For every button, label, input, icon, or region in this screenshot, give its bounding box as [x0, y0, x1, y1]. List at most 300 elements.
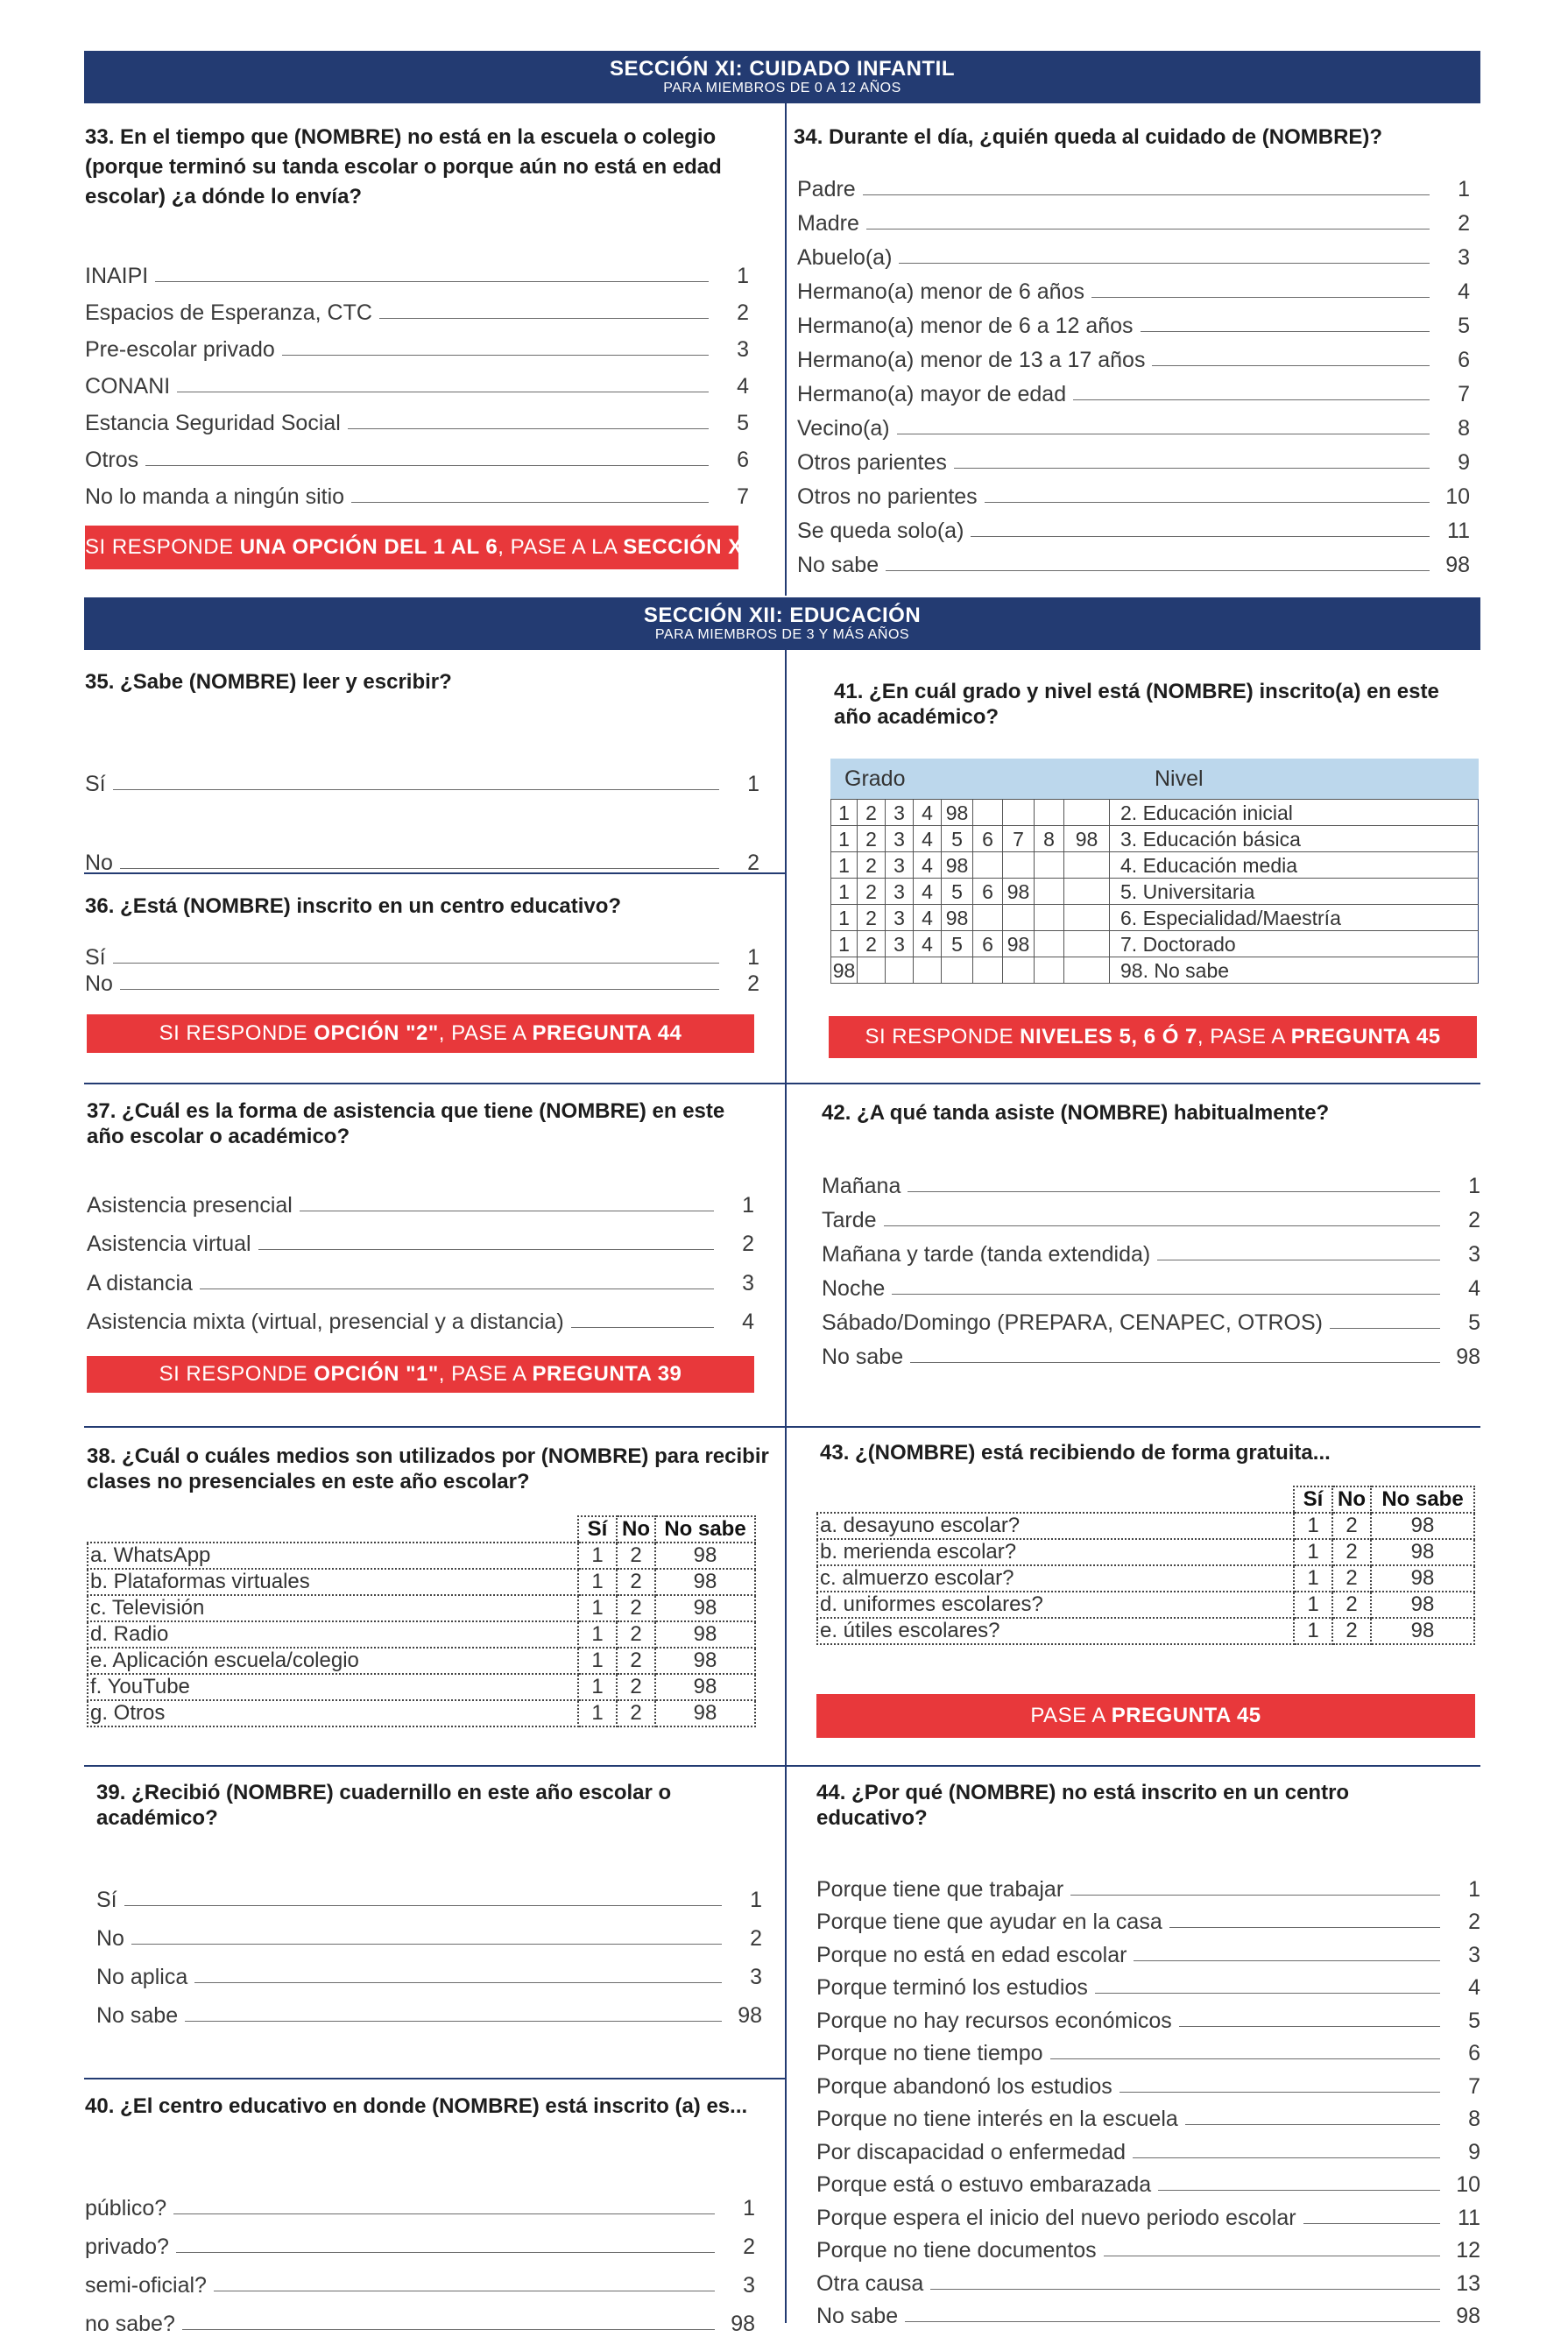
option-label: INAIPI — [85, 264, 149, 288]
answer-option[interactable] — [816, 1869, 1480, 1903]
header-blank — [88, 1516, 578, 1543]
question-43: 43. ¿(NOMBRE) está recibiendo de forma gratuita... — [820, 1441, 1331, 1465]
answer-option[interactable] — [816, 2066, 1480, 2100]
answer-code[interactable]: 2 — [617, 1595, 655, 1621]
table-row — [88, 1621, 755, 1648]
answer-line — [113, 963, 719, 964]
answer-option[interactable] — [822, 1336, 1480, 1370]
option-label: Porque está o estuvo embarazada — [816, 2172, 1152, 2197]
answer-option[interactable] — [85, 399, 749, 436]
grade-cell[interactable]: 3 — [886, 852, 914, 879]
answer-code[interactable]: 98 — [1371, 1565, 1474, 1592]
row-label: d. Radio — [88, 1621, 578, 1648]
answer-code[interactable]: 98 — [655, 1621, 755, 1648]
answer-option[interactable] — [85, 2183, 755, 2221]
answer-line — [1095, 1993, 1440, 1994]
answer-line — [1134, 1960, 1440, 1961]
answer-code[interactable]: 2 — [617, 1621, 655, 1648]
section-xi-header — [84, 51, 1480, 103]
grade-cell[interactable]: 4 — [914, 931, 942, 957]
grade-cell — [1064, 957, 1110, 984]
answer-code[interactable]: 1 — [578, 1595, 617, 1621]
option-label: No lo manda a ningún sitio — [85, 484, 345, 509]
option-label: No — [96, 1926, 124, 1951]
answer-option[interactable] — [797, 407, 1470, 441]
answer-line — [971, 536, 1430, 537]
level-label[interactable]: 98. No sabe — [1110, 957, 1479, 984]
answer-line — [1152, 365, 1430, 366]
row-label: b. merienda escolar? — [817, 1539, 1294, 1565]
answer-option[interactable] — [797, 441, 1470, 476]
answer-option[interactable] — [85, 2221, 755, 2260]
answer-line — [1303, 2223, 1440, 2224]
answer-option[interactable] — [822, 1302, 1480, 1336]
option-code: 1 — [747, 772, 759, 796]
option-label: Porque no tiene documentos — [816, 2238, 1097, 2263]
option-code: 2 — [743, 2235, 755, 2259]
option-label: Mañana y tarde (tanda extendida) — [822, 1242, 1151, 1267]
answer-option[interactable] — [85, 473, 749, 510]
answer-option[interactable] — [816, 2132, 1480, 2165]
grade-cell[interactable]: 3 — [886, 905, 914, 931]
option-label: Porque no está en edad escolar — [816, 1942, 1127, 1967]
answer-code[interactable]: 1 — [1294, 1513, 1332, 1539]
grade-cell — [1035, 800, 1064, 826]
q36-options — [85, 944, 759, 997]
level-label[interactable]: 7. Doctorado — [1110, 931, 1479, 957]
answer-option[interactable] — [822, 1165, 1480, 1199]
grade-cell[interactable]: 98 — [1003, 879, 1035, 905]
answer-code[interactable]: 98 — [655, 1569, 755, 1595]
grade-cell[interactable]: 4 — [914, 826, 942, 852]
option-code: 8 — [1458, 416, 1470, 441]
answer-line — [176, 2252, 715, 2253]
grade-cell — [914, 957, 942, 984]
table-row — [88, 1595, 755, 1621]
option-code: 2 — [1468, 1208, 1480, 1232]
grade-cell[interactable]: 98 — [942, 905, 973, 931]
answer-option[interactable] — [85, 797, 759, 876]
grade-cell[interactable]: 2 — [858, 826, 886, 852]
q43-table — [816, 1486, 1475, 1645]
option-code: 5 — [737, 411, 749, 435]
option-label: No sabe — [822, 1345, 904, 1369]
q34-options — [797, 168, 1470, 578]
answer-option[interactable] — [87, 1218, 754, 1258]
answer-option[interactable] — [816, 1968, 1480, 2002]
grade-cell[interactable]: 1 — [831, 931, 858, 957]
section-subtitle: PARA MIEMBROS DE 3 Y MÁS AÑOS — [654, 627, 910, 642]
answer-option[interactable] — [87, 1296, 754, 1336]
answer-option[interactable] — [85, 971, 759, 997]
answer-option[interactable] — [87, 1257, 754, 1296]
answer-code[interactable]: 2 — [1332, 1592, 1371, 1618]
grade-table-header — [830, 759, 1479, 799]
answer-line — [1073, 399, 1430, 400]
grade-cell[interactable]: 6 — [973, 826, 1003, 852]
q43-skip-instruction: PASE A PREGUNTA 45 — [816, 1694, 1475, 1738]
answer-code[interactable]: 1 — [1294, 1565, 1332, 1592]
grade-cell[interactable]: 1 — [831, 826, 858, 852]
question-35: 35. ¿Sabe (NOMBRE) leer y escribir? — [85, 670, 452, 694]
answer-option[interactable] — [85, 252, 749, 289]
answer-option[interactable] — [816, 2198, 1480, 2231]
grade-cell[interactable]: 5 — [942, 826, 973, 852]
answer-code[interactable]: 98 — [655, 1674, 755, 1700]
option-code: 5 — [1468, 2008, 1480, 2033]
grade-cell — [1035, 879, 1064, 905]
option-code: 1 — [1458, 177, 1470, 201]
answer-code[interactable]: 2 — [1332, 1539, 1371, 1565]
answer-option[interactable] — [85, 436, 749, 473]
grade-cell[interactable]: 1 — [831, 879, 858, 905]
answer-code[interactable]: 98 — [1371, 1513, 1474, 1539]
answer-option[interactable] — [816, 2100, 1480, 2133]
grade-cell[interactable]: 2 — [858, 800, 886, 826]
column-header: No — [617, 1516, 655, 1543]
grade-cell[interactable]: 1 — [831, 905, 858, 931]
grade-cell[interactable]: 2 — [858, 879, 886, 905]
grade-cell — [942, 957, 973, 984]
table-row — [88, 1569, 755, 1595]
answer-line — [131, 1944, 722, 1945]
option-code: 6 — [737, 448, 749, 472]
grade-row — [831, 826, 1479, 852]
option-code: 3 — [750, 1965, 762, 1989]
answer-line — [1070, 1895, 1440, 1896]
answer-code[interactable]: 1 — [578, 1674, 617, 1700]
answer-line — [1179, 2026, 1440, 2027]
answer-code[interactable]: 2 — [617, 1648, 655, 1674]
option-label: Asistencia virtual — [87, 1232, 251, 1256]
answer-option[interactable] — [96, 1875, 762, 1913]
answer-code[interactable]: 98 — [1371, 1539, 1474, 1565]
level-label[interactable]: 5. Universitaria — [1110, 879, 1479, 905]
answer-option[interactable] — [85, 944, 759, 971]
column-header: No sabe — [1371, 1486, 1474, 1513]
answer-line — [145, 465, 709, 466]
grade-cell — [1035, 931, 1064, 957]
option-label: Sí — [85, 772, 106, 796]
answer-option[interactable] — [797, 202, 1470, 237]
question-36: 36. ¿Está (NOMBRE) inscrito en un centro educativo? — [85, 894, 622, 918]
divider — [84, 2078, 785, 2079]
option-code: 3 — [737, 337, 749, 362]
table-row — [817, 1539, 1474, 1565]
answer-option[interactable] — [822, 1199, 1480, 1233]
grade-cell — [886, 957, 914, 984]
answer-line — [1141, 331, 1430, 332]
option-code: 98 — [1445, 553, 1470, 577]
header-blank — [817, 1486, 1294, 1513]
answer-line — [282, 355, 709, 356]
option-code: 2 — [747, 851, 759, 875]
answer-option[interactable] — [797, 168, 1470, 202]
grade-cell — [1003, 905, 1035, 931]
grade-cell[interactable]: 6 — [973, 931, 1003, 957]
answer-code[interactable]: 2 — [617, 1569, 655, 1595]
option-code: 1 — [747, 945, 759, 970]
grade-row — [831, 852, 1479, 879]
grade-cell[interactable]: 2 — [858, 905, 886, 931]
answer-option[interactable] — [96, 1913, 762, 1952]
option-label: Abuelo(a) — [797, 245, 893, 270]
q41-skip-instruction: SI RESPONDE NIVELES 5, 6 Ó 7, PASE A PREGUNTA 45 — [829, 1016, 1477, 1058]
grade-cell — [1035, 852, 1064, 879]
option-code: 98 — [738, 2003, 762, 2028]
answer-option[interactable] — [816, 1935, 1480, 1968]
grade-cell — [1035, 905, 1064, 931]
answer-option[interactable] — [85, 2260, 755, 2298]
answer-code[interactable]: 1 — [1294, 1592, 1332, 1618]
question-40: 40. ¿El centro educativo en donde (NOMBRE) está inscrito (a) es... — [85, 2094, 748, 2118]
answer-code[interactable]: 1 — [578, 1700, 617, 1726]
answer-line — [258, 1249, 714, 1250]
column-divider — [785, 103, 787, 596]
option-code: 6 — [1468, 2041, 1480, 2065]
answer-option[interactable] — [85, 718, 759, 797]
option-label: Asistencia presencial — [87, 1192, 293, 1218]
grade-cell[interactable]: 7 — [1003, 826, 1035, 852]
option-label: No sabe — [816, 2304, 899, 2328]
answer-code[interactable]: 1 — [578, 1543, 617, 1569]
option-code: 1 — [737, 264, 749, 288]
column-divider — [785, 650, 787, 2323]
option-label: No sabe — [797, 553, 879, 577]
option-code: 12 — [1456, 2238, 1480, 2263]
answer-code[interactable]: 98 — [1371, 1592, 1474, 1618]
question-38: 38. ¿Cuál o cuáles medios son utilizados por (NOMBRE) para recibir clases no presenciales en este año escolar? — [87, 1444, 769, 1493]
answer-code[interactable]: 2 — [1332, 1565, 1371, 1592]
option-label: Tarde — [822, 1208, 877, 1232]
answer-option[interactable] — [816, 2263, 1480, 2297]
answer-line — [348, 428, 709, 429]
option-label: privado? — [85, 2235, 169, 2259]
answer-code[interactable]: 2 — [617, 1674, 655, 1700]
answer-line — [120, 989, 719, 990]
level-label[interactable]: 3. Educación básica — [1110, 826, 1479, 852]
answer-line — [886, 570, 1430, 571]
option-code: 8 — [1468, 2107, 1480, 2131]
option-code: 2 — [1468, 1910, 1480, 1934]
answer-option[interactable] — [822, 1267, 1480, 1302]
answer-code[interactable]: 1 — [578, 1621, 617, 1648]
answer-line — [185, 2021, 722, 2022]
grade-cell[interactable]: 1 — [831, 852, 858, 879]
grade-cell[interactable]: 4 — [914, 905, 942, 931]
grade-cell[interactable]: 5 — [942, 879, 973, 905]
answer-code[interactable]: 98 — [655, 1543, 755, 1569]
q36-skip-instruction: SI RESPONDE OPCIÓN "2", PASE A PREGUNTA 44 — [87, 1014, 754, 1053]
grade-table — [830, 799, 1479, 984]
grade-cell — [1003, 800, 1035, 826]
option-code: 3 — [742, 1270, 754, 1296]
option-label: Sí — [85, 945, 106, 970]
level-label[interactable]: 4. Educación media — [1110, 852, 1479, 879]
option-label: Otros no parientes — [797, 484, 978, 509]
answer-code[interactable]: 98 — [655, 1648, 755, 1674]
row-label: a. desayuno escolar? — [817, 1513, 1294, 1539]
grade-cell[interactable]: 2 — [858, 852, 886, 879]
grade-cell — [973, 905, 1003, 931]
grade-cell — [1064, 879, 1110, 905]
grade-cell — [1064, 931, 1110, 957]
grade-cell[interactable]: 5 — [942, 931, 973, 957]
option-label: Vecino(a) — [797, 416, 890, 441]
answer-line — [1133, 2157, 1440, 2158]
grade-cell — [1064, 852, 1110, 879]
question-33: 33. En el tiempo que (NOMBRE) no está en la escuela o colegio (porque terminó su tanda escolar o porque aún no está en edad escolar) ¿a dónde lo envía? — [85, 125, 722, 208]
row-label: e. útiles escolares? — [817, 1618, 1294, 1644]
table-row — [88, 1543, 755, 1569]
answer-option[interactable] — [797, 305, 1470, 339]
answer-line — [884, 1225, 1440, 1226]
table-row — [88, 1674, 755, 1700]
question-44: 44. ¿Por qué (NOMBRE) no está inscrito en un centro educativo? — [816, 1781, 1350, 1830]
option-label: Estancia Seguridad Social — [85, 411, 341, 435]
row-label: a. WhatsApp — [88, 1543, 578, 1569]
option-code: 3 — [1468, 1942, 1480, 1967]
answer-option[interactable] — [85, 363, 749, 399]
option-code: 10 — [1456, 2172, 1480, 2197]
answer-code[interactable]: 1 — [1294, 1539, 1332, 1565]
answer-code[interactable]: 1 — [578, 1569, 617, 1595]
level-label[interactable]: 6. Especialidad/Maestría — [1110, 905, 1479, 931]
grade-cell[interactable]: 3 — [886, 826, 914, 852]
grado-header: Grado — [844, 766, 906, 791]
grade-cell[interactable]: 8 — [1035, 826, 1064, 852]
grade-row — [831, 957, 1479, 984]
row-label: d. uniformes escolares? — [817, 1592, 1294, 1618]
answer-code[interactable]: 98 — [655, 1700, 755, 1726]
answer-option[interactable] — [797, 476, 1470, 510]
answer-option[interactable] — [96, 1990, 762, 2029]
option-label: Se queda solo(a) — [797, 519, 964, 543]
question-42: 42. ¿A qué tanda asiste (NOMBRE) habitualmente? — [822, 1101, 1330, 1125]
answer-option[interactable] — [822, 1233, 1480, 1267]
answer-line — [379, 318, 709, 319]
grade-cell — [1035, 957, 1064, 984]
answer-line — [1330, 1328, 1440, 1329]
grade-cell[interactable]: 4 — [914, 879, 942, 905]
answer-option[interactable] — [816, 1903, 1480, 1936]
option-code: 9 — [1468, 2139, 1480, 2164]
grade-cell[interactable]: 98 — [1003, 931, 1035, 957]
grade-cell[interactable]: 6 — [973, 879, 1003, 905]
grade-cell[interactable]: 2 — [858, 931, 886, 957]
answer-option[interactable] — [797, 237, 1470, 271]
option-label: Porque tiene que trabajar — [816, 1876, 1064, 1902]
grade-cell — [1003, 852, 1035, 879]
answer-option[interactable] — [85, 289, 749, 326]
answer-code[interactable]: 2 — [617, 1543, 655, 1569]
answer-line — [155, 281, 709, 282]
column-header: Sí — [1294, 1486, 1332, 1513]
answer-code[interactable]: 98 — [655, 1595, 755, 1621]
option-label: Sábado/Domingo (PREPARA, CENAPEC, OTROS) — [822, 1310, 1323, 1335]
answer-option[interactable] — [87, 1179, 754, 1218]
q35-options — [85, 718, 759, 876]
grade-cell[interactable]: 3 — [886, 879, 914, 905]
grade-cell[interactable]: 98 — [1064, 826, 1110, 852]
answer-option[interactable] — [797, 510, 1470, 544]
option-label: No sabe — [96, 2003, 179, 2028]
table-row — [817, 1592, 1474, 1618]
option-label: Hermano(a) menor de 13 a 17 años — [797, 348, 1146, 372]
option-code: 1 — [1468, 1876, 1480, 1902]
answer-line — [182, 2329, 715, 2330]
answer-option[interactable] — [797, 271, 1470, 305]
question-34: 34. Durante el día, ¿quién queda al cuidado de (NOMBRE)? — [794, 125, 1383, 149]
answer-option[interactable] — [85, 326, 749, 363]
option-label: Pre-escolar privado — [85, 337, 275, 362]
level-label[interactable]: 2. Educación inicial — [1110, 800, 1479, 826]
answer-option[interactable] — [96, 1952, 762, 1990]
answer-option[interactable] — [797, 373, 1470, 407]
grade-cell[interactable]: 4 — [914, 800, 942, 826]
answer-line — [113, 789, 719, 790]
grade-cell[interactable]: 4 — [914, 852, 942, 879]
answer-code[interactable]: 1 — [1294, 1618, 1332, 1644]
answer-option[interactable] — [816, 2034, 1480, 2067]
grade-cell[interactable]: 98 — [942, 800, 973, 826]
option-code: 3 — [743, 2273, 755, 2298]
answer-option[interactable] — [816, 2001, 1480, 2034]
answer-option[interactable] — [816, 2297, 1480, 2330]
option-code: 98 — [731, 2312, 755, 2336]
question-39: 39. ¿Recibió (NOMBRE) cuadernillo en este año escolar o académico? — [96, 1781, 672, 1830]
option-label: Porque espera el inicio del nuevo periodo escolar — [816, 2205, 1296, 2230]
divider — [84, 1426, 1480, 1428]
answer-code[interactable]: 2 — [617, 1700, 655, 1726]
option-label: No — [85, 971, 113, 996]
grade-cell[interactable]: 98 — [831, 957, 858, 984]
answer-option[interactable] — [797, 339, 1470, 373]
option-label: No aplica — [96, 1965, 188, 1989]
grade-cell[interactable]: 3 — [886, 800, 914, 826]
option-code: 98 — [1456, 2304, 1480, 2328]
answer-option[interactable] — [797, 544, 1470, 578]
option-code: 9 — [1458, 450, 1470, 475]
grade-cell — [858, 957, 886, 984]
section-title: SECCIÓN XII: EDUCACIÓN — [643, 604, 922, 627]
option-label: Porque terminó los estudios — [816, 1975, 1088, 2000]
option-code: 5 — [1458, 314, 1470, 338]
answer-code[interactable]: 98 — [1371, 1618, 1474, 1644]
answer-code[interactable]: 2 — [1332, 1618, 1371, 1644]
grade-row — [831, 905, 1479, 931]
answer-option[interactable] — [85, 2298, 755, 2337]
option-code: 1 — [742, 1192, 754, 1218]
answer-option[interactable] — [816, 2165, 1480, 2199]
question-37: 37. ¿Cuál es la forma de asistencia que tiene (NOMBRE) en este año escolar o académico? — [87, 1099, 725, 1148]
grade-cell[interactable]: 98 — [942, 852, 973, 879]
answer-line — [892, 1294, 1440, 1295]
section-xii-header — [84, 597, 1480, 650]
option-label: A distancia — [87, 1270, 193, 1296]
answer-line — [351, 502, 709, 503]
q33-options — [85, 252, 749, 510]
row-label: e. Aplicación escuela/colegio — [88, 1648, 578, 1674]
grade-cell[interactable]: 1 — [831, 800, 858, 826]
row-label: g. Otros — [88, 1700, 578, 1726]
grade-cell[interactable]: 3 — [886, 931, 914, 957]
answer-code[interactable]: 1 — [578, 1648, 617, 1674]
answer-option[interactable] — [816, 2231, 1480, 2264]
answer-code[interactable]: 2 — [1332, 1513, 1371, 1539]
option-code: 2 — [742, 1232, 754, 1256]
column-header: No sabe — [655, 1516, 755, 1543]
